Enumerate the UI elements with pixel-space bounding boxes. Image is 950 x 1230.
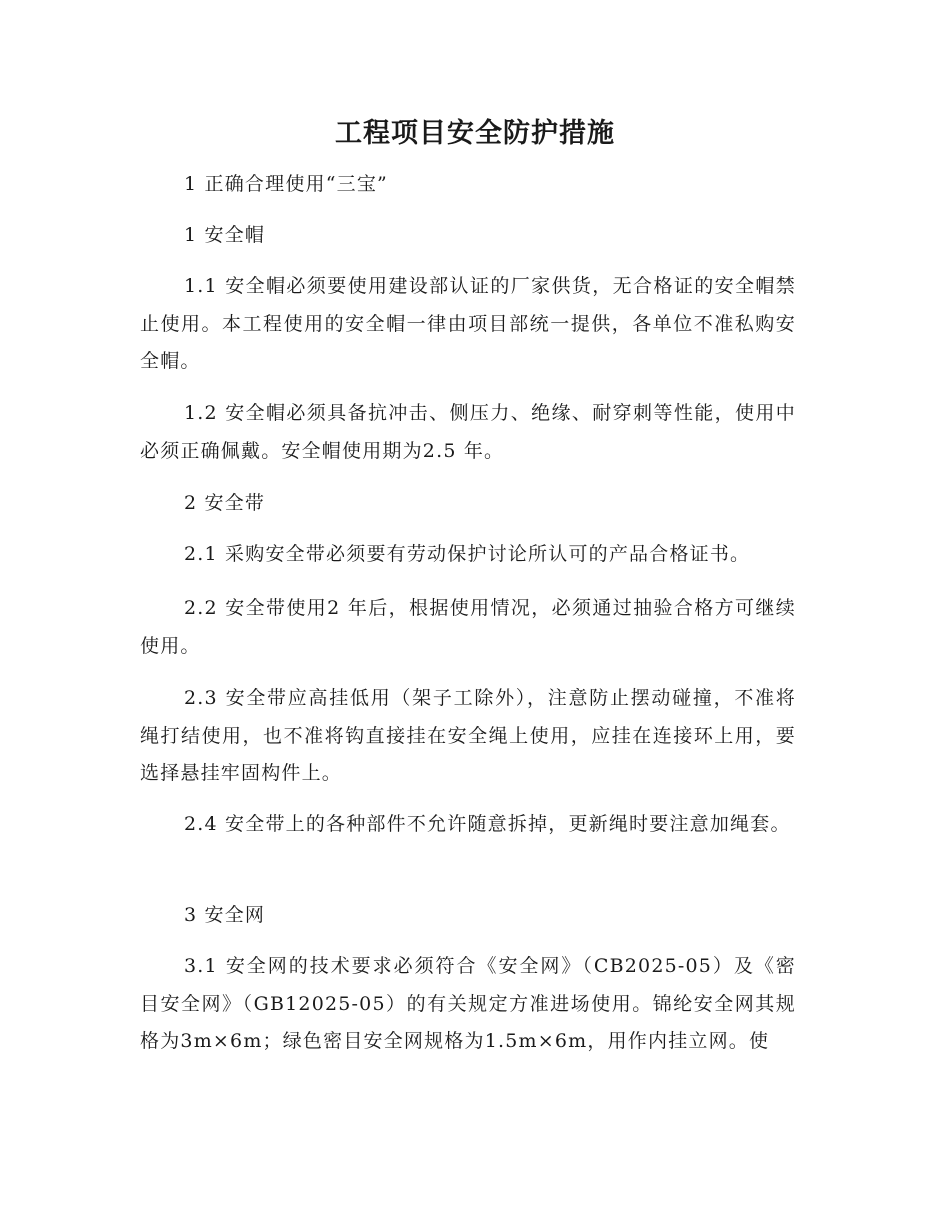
heading-safety-belt: 2 安全带 bbox=[184, 492, 266, 514]
heading-sanbao: 1 正确合理使用“三宝” bbox=[184, 173, 388, 195]
paragraph-2-4: 2.4 安全带上的各种部件不允许随意拆掉，更新绳时要注意加绳套。 bbox=[184, 813, 791, 835]
heading-safety-net: 3 安全网 bbox=[184, 904, 266, 926]
paragraph-2-2: 2.2 安全带使用2 年后，根据使用情况，必须通过抽验合格方可继续使用。 bbox=[140, 597, 796, 657]
paragraph-1-1: 1.1 安全帽必须要使用建设部认证的厂家供货，无合格证的安全帽禁止使用。本工程使用的安全帽一律由项目部统一提供，各单位不准私购安全帽。 bbox=[140, 275, 796, 372]
paragraph-3-1: 3.1 安全网的技术要求必须符合《安全网》（CB2025-05）及《密目安全网》（GB12025-05）的有关规定方准进场使用。锦纶安全网其规格为3m×6m；绿色密目安全网规格为1.5m×6m，用作内挂立网。使 bbox=[140, 955, 796, 1052]
paragraph-1-2: 1.2 安全帽必须具备抗冲击、侧压力、绝缘、耐穿刺等性能，使用中必须正确佩戴。安全帽使用期为2.5 年。 bbox=[140, 402, 796, 462]
paragraph-2-3: 2.3 安全带应高挂低用（架子工除外），注意防止摆动碰撞，不准将绳打结使用，也不准将钩直接挂在安全绳上使用，应挂在连接环上用，要选择悬挂牢固构件上。 bbox=[140, 687, 796, 784]
heading-safety-helmet: 1 安全帽 bbox=[184, 224, 266, 246]
document-title: 工程项目安全防护措施 bbox=[335, 118, 615, 149]
paragraph-2-1: 2.1 采购安全带必须要有劳动保护讨论所认可的产品合格证书。 bbox=[184, 543, 751, 565]
